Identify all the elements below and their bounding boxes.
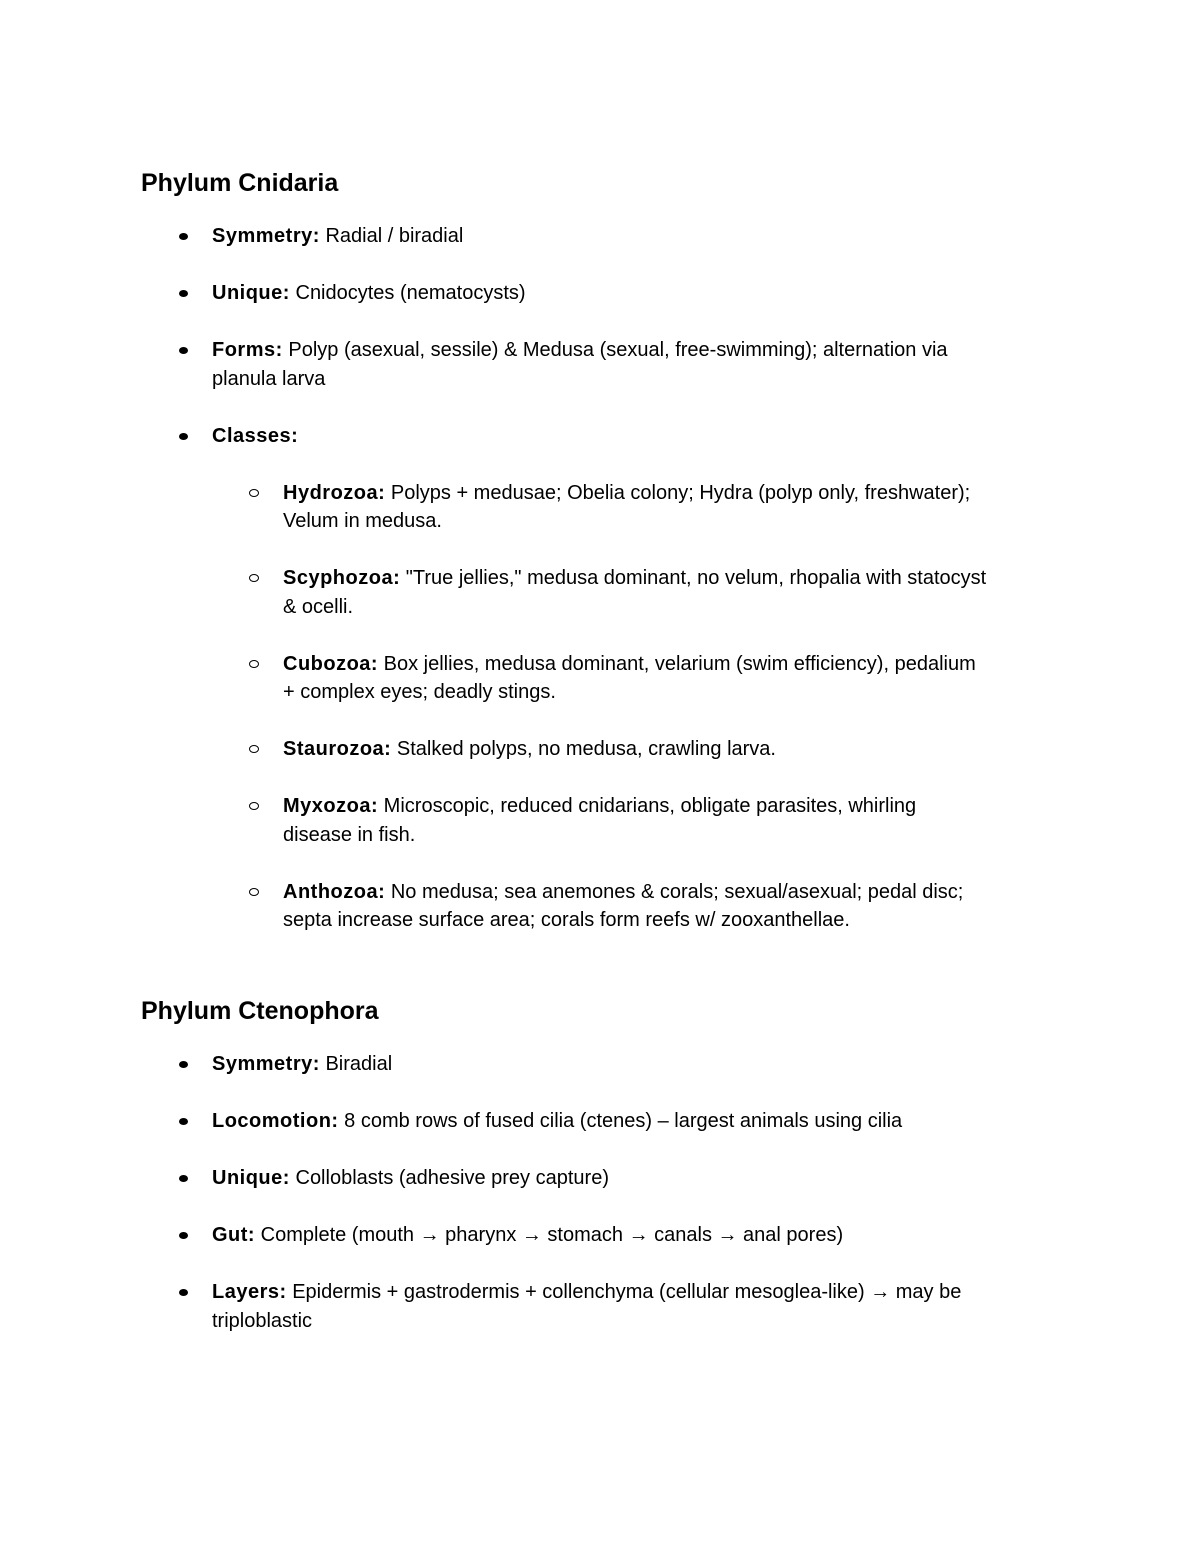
item-text: Polyps + medusae; Obelia colony; Hydra (polyp only, freshwater); Velum in medusa. <box>283 481 971 532</box>
item-text: Biradial <box>319 1053 393 1075</box>
item-term: Classes: <box>212 424 299 447</box>
heading-cnidaria: Phylum Cnidaria <box>141 169 339 197</box>
sublist-item-staurozoa <box>212 735 988 764</box>
item-term: Unique: <box>212 282 290 304</box>
ctenophora-list <box>141 1050 1071 1335</box>
sublist-item-hydrozoa <box>212 479 988 536</box>
sublist-item-scyphozoa <box>212 564 988 621</box>
list-item-symmetry <box>141 1050 1002 1079</box>
item-text: Cnidocytes (nematocysts) <box>289 282 526 304</box>
sublist-item-myxozoa <box>212 792 988 849</box>
list-item-gut <box>141 1221 1002 1250</box>
item-text: Polyp (asexual, sessile) & Medusa (sexual, free-swimming); alternation via planula larva <box>212 339 948 390</box>
item-term: Locomotion: <box>212 1110 339 1132</box>
item-term: Myxozoa: <box>283 795 379 817</box>
list-item-unique <box>141 279 1002 308</box>
item-text: Stalked polyps, no medusa, crawling larva. <box>391 738 776 760</box>
item-term: Staurozoa: <box>283 738 392 760</box>
section-cnidaria <box>141 166 1071 935</box>
classes-sublist <box>141 479 1002 935</box>
cnidaria-list <box>141 222 1071 935</box>
item-text: Microscopic, reduced cnidarians, obligate parasites, whirling disease in fish. <box>283 795 917 846</box>
list-item-locomotion <box>141 1107 1002 1136</box>
item-text: "True jellies," medusa dominant, no velum, rhopalia with statocyst & ocelli. <box>283 567 987 618</box>
item-term: Cubozoa: <box>283 652 379 675</box>
item-term: Symmetry: <box>212 1053 320 1075</box>
item-text: Box jellies, medusa dominant, velarium (swim efficiency), pedalium + complex eyes; deadly stings. <box>283 652 976 703</box>
list-item-forms <box>141 336 1002 393</box>
item-term: Scyphozoa: <box>283 567 401 589</box>
item-text: Colloblasts (adhesive prey capture) <box>289 1167 609 1189</box>
item-term: Anthozoa: <box>283 880 386 903</box>
list-item-classes <box>141 422 1002 935</box>
list-item-layers <box>141 1278 1002 1335</box>
item-text: Radial / biradial <box>319 225 464 247</box>
item-text: Epidermis + gastrodermis + collenchyma (cellular mesoglea-like) → may be triploblastic <box>212 1281 962 1332</box>
list-item-unique <box>141 1164 1002 1193</box>
sublist-item-anthozoa <box>212 878 988 935</box>
item-term: Forms: <box>212 339 283 361</box>
item-text: 8 comb rows of fused cilia (ctenes) – largest animals using cilia <box>338 1110 903 1132</box>
heading-ctenophora: Phylum Ctenophora <box>141 997 379 1025</box>
item-term: Unique: <box>212 1167 290 1189</box>
item-text: Complete (mouth → pharynx → stomach → canals → anal pores) <box>255 1224 844 1246</box>
sublist-item-cubozoa <box>212 650 988 707</box>
item-term: Hydrozoa: <box>283 481 386 504</box>
item-term: Symmetry: <box>212 225 320 247</box>
item-text: No medusa; sea anemones & corals; sexual/asexual; pedal disc; septa increase surface area; corals form reefs w/ zooxanthellae. <box>283 880 964 931</box>
item-term: Layers: <box>212 1281 287 1303</box>
section-ctenophora <box>141 994 1071 1335</box>
list-item-symmetry <box>141 222 1002 251</box>
item-term: Gut: <box>212 1224 256 1246</box>
